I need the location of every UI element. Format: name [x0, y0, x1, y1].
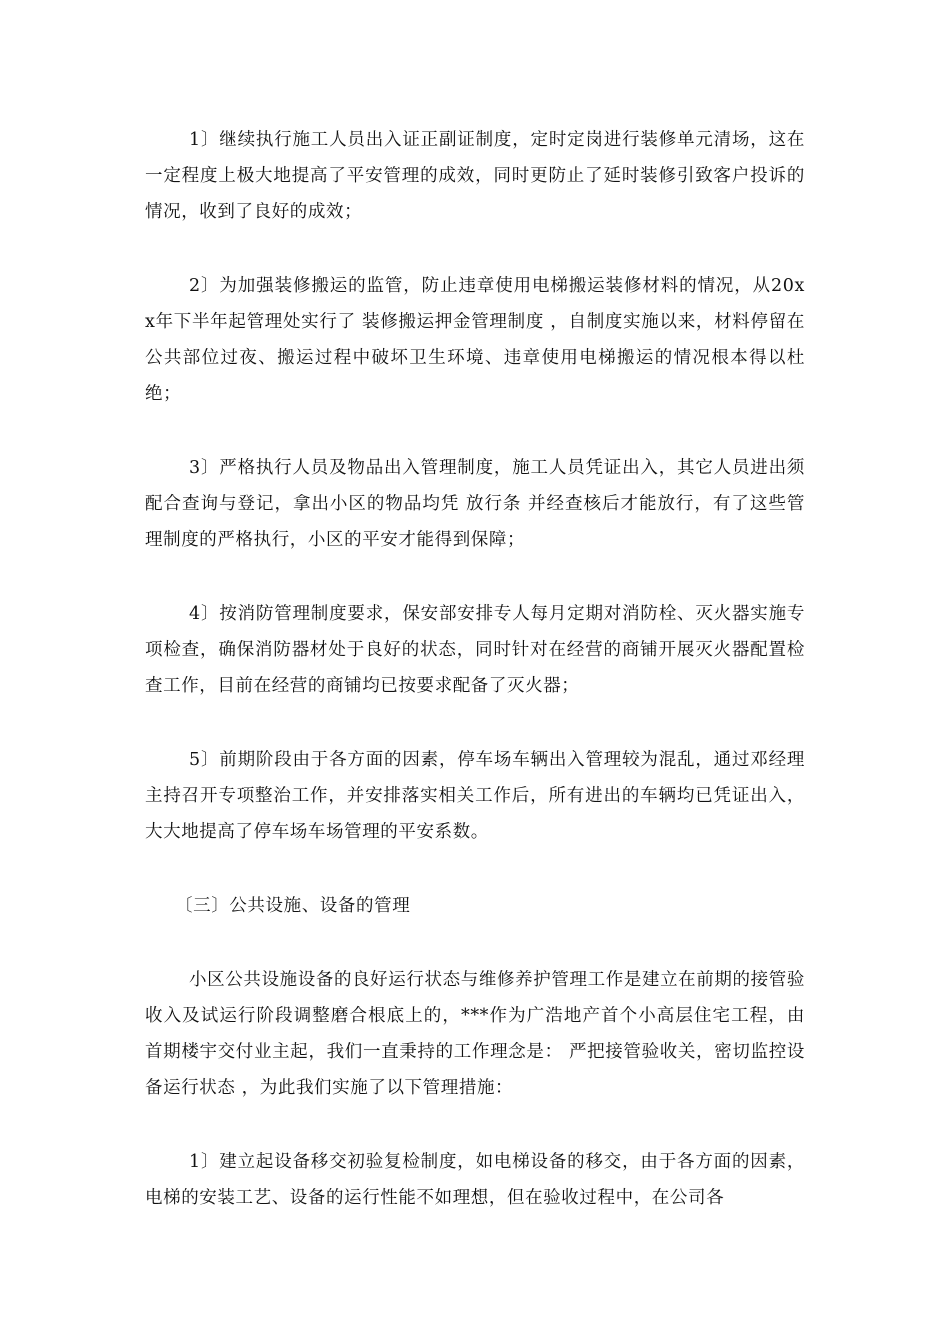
paragraph-2: 2〕为加强装修搬运的监管，防止违章使用电梯搬运装修材料的情况，从20xx年下半年起管理处实行了 装修搬运押金管理制度 ，自制度实施以来，材料停留在公共部位过夜、搬运过程中破坏卫生环境、违章使用电梯搬运的情况根本得以杜绝；: [145, 276, 805, 404]
section-paragraph-2: 1〕建立起设备移交初验复检制度，如电梯设备的移交，由于各方面的因素，电梯的安装工艺、设备的运行性能不如理想，但在验收过程中，在公司各: [145, 1152, 805, 1208]
paragraph-1: 1〕继续执行施工人员出入证正副证制度，定时定岗进行装修单元清场，这在一定程度上极大地提高了平安管理的成效，同时更防止了延时装修引致客户投诉的情况，收到了良好的成效；: [145, 130, 805, 222]
document-body: [145, 122, 805, 1254]
paragraph-4: 4〕按消防管理制度要求，保安部安排专人每月定期对消防栓、灭火器实施专项检查，确保消防器材处于良好的状态，同时针对在经营的商铺开展灭火器配置检查工作，目前在经营的商铺均已按要求配备了灭火器；: [145, 604, 805, 696]
section-heading: 〔三〕公共设施、设备的管理: [175, 896, 411, 916]
section-paragraph-1: 小区公共设施设备的良好运行状态与维修养护管理工作是建立在前期的接管验收入及试运行阶段调整磨合根底上的，***作为广浩地产首个小高层住宅工程，由首期楼宇交付业主起，我们一直秉持的工作理念是： 严把接管验收关，密切监控设备运行状态 ，为此我们实施了以下管理措施：: [145, 970, 805, 1098]
paragraph-5: 5〕前期阶段由于各方面的因素，停车场车辆出入管理较为混乱，通过邓经理主持召开专项整治工作，并安排落实相关工作后，所有进出的车辆均已凭证出入，大大地提高了停车场车场管理的平安系数。: [145, 750, 805, 842]
paragraph-3: 3〕严格执行人员及物品出入管理制度，施工人员凭证出入，其它人员进出须配合查询与登记，拿出小区的物品均凭 放行条 并经查核后才能放行，有了这些管理制度的严格执行，小区的平安才能得到保障；: [145, 458, 805, 550]
